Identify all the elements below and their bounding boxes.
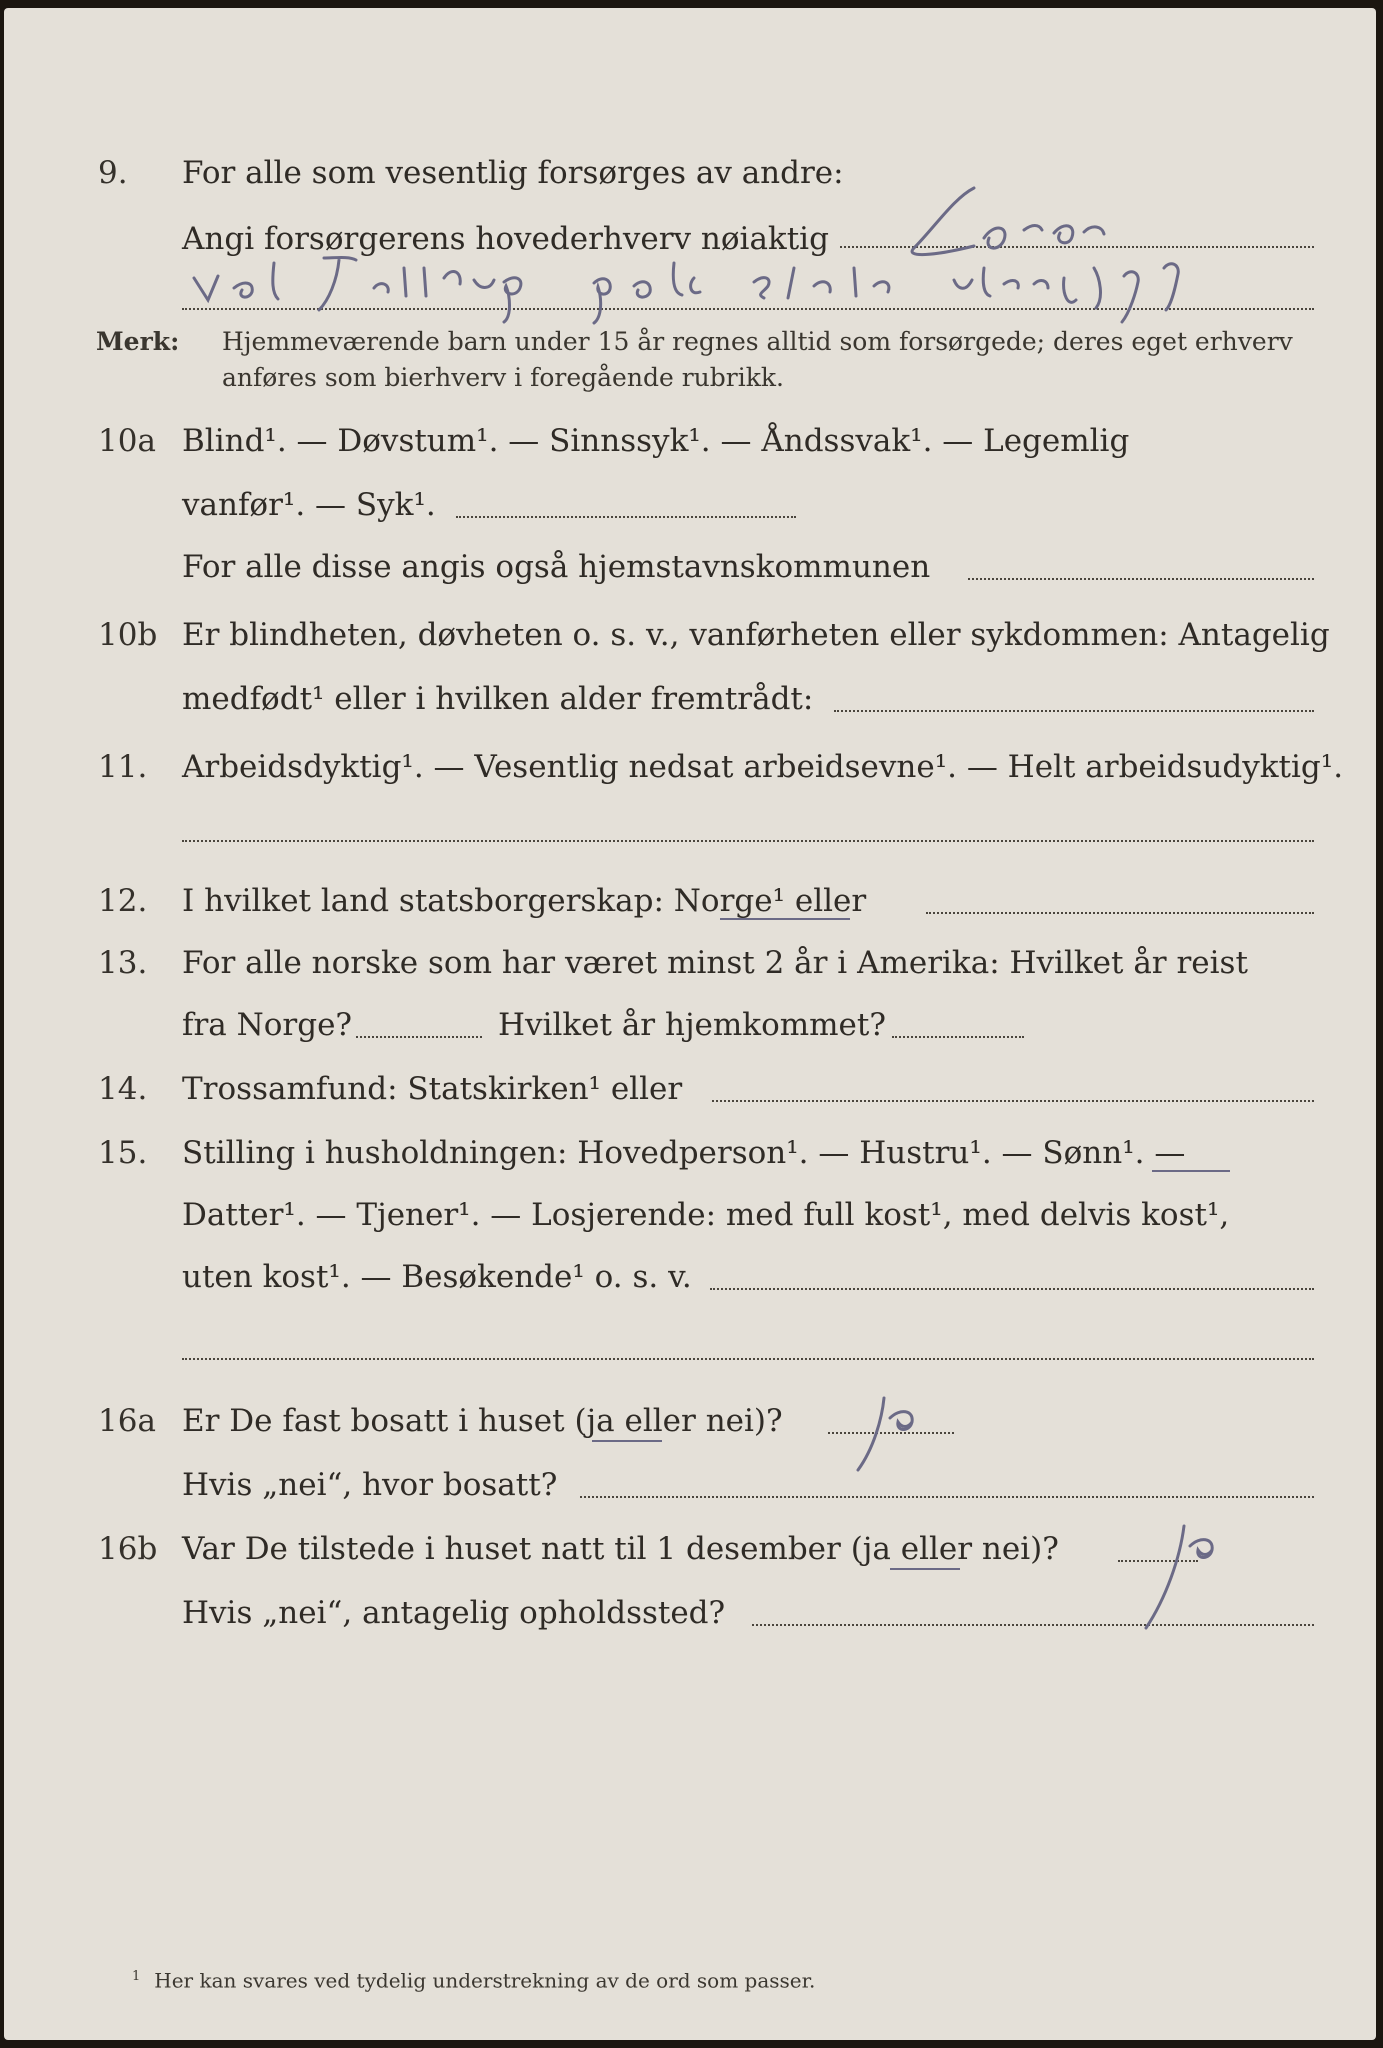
q11-line1: Arbeidsdyktig¹. — Vesentlig nedsat arbeidsevne¹. — Helt arbeidsudyktig¹. (182, 749, 1344, 785)
footnote (132, 1963, 815, 1995)
q10a-row2 (4, 482, 1376, 528)
q11-dotted-line[interactable] (182, 840, 1314, 842)
q10a-number: 10a (98, 423, 156, 459)
q15-row3 (4, 1254, 1376, 1300)
q12-norge-underline (720, 918, 850, 920)
q10a-line1: Blind¹. — Døvstum¹. — Sinnssyk¹. — Åndssvak¹. — Legemlig (182, 423, 1130, 459)
q15-number: 15. (98, 1135, 148, 1171)
footnote-text: Her kan svares ved tydelig understrekning av de ord som passer. (154, 1968, 816, 1993)
q13-row2 (4, 1002, 1376, 1048)
census-form-page (4, 8, 1376, 2040)
q16b-number: 16b (98, 1531, 158, 1567)
q15-dotted-line[interactable] (710, 1288, 1314, 1290)
q12-row (4, 878, 1376, 924)
q13-reist-dotted-line[interactable] (356, 1036, 482, 1038)
q15-line3: uten kost¹. — Besøkende¹ o. s. v. (182, 1259, 692, 1295)
q14-row (4, 1066, 1376, 1112)
q9-line2: Angi forsørgerens hovederhverv nøiaktig (182, 221, 829, 257)
q13-number: 13. (98, 945, 148, 981)
footnote-marker: 1 (132, 1969, 141, 1984)
q10b-dotted-line[interactable] (834, 710, 1314, 712)
q10a-syk-dotted-line[interactable] (456, 516, 796, 518)
q14-line1: Trossamfund: Statskirken¹ eller (182, 1071, 683, 1107)
q12-number: 12. (98, 883, 148, 919)
q10b-line1: Er blindheten, døvheten o. s. v., vanførheten eller sykdommen: Antagelig (182, 617, 1330, 653)
q10b-number: 10b (98, 617, 158, 653)
q9-line1: For alle som vesentlig forsørges av andre: (182, 155, 844, 191)
q16a-handwriting (844, 1388, 964, 1478)
q15-line1: Stilling i husholdningen: Hovedperson¹. — Hustru¹. — Sønn¹. — (182, 1135, 1186, 1171)
q10b-line2: medfødt¹ eller i hvilken alder fremtrådt: (182, 681, 814, 717)
q16a-row2 (4, 1462, 1376, 1508)
q16b-line1: Var De tilstede i huset natt til 1 desember (ja eller nei)? (182, 1531, 1059, 1567)
q10a-line2: vanfør¹. — Syk¹. (182, 487, 436, 523)
q15-line2: Datter¹. — Tjener¹. — Losjerende: med full kost¹, med delvis kost¹, (182, 1197, 1230, 1233)
q15-row2 (4, 1192, 1376, 1238)
q12-dotted-line[interactable] (926, 912, 1314, 914)
q10b-row2 (4, 676, 1376, 722)
q13-hjemkommet-dotted-line[interactable] (892, 1036, 1024, 1038)
q16b-handwriting (1134, 1518, 1254, 1638)
q12-line1: I hvilket land statsborgerskap: Norge¹ eller (182, 883, 867, 919)
q13-line1: For alle norske som har været minst 2 år i Amerika: Hvilket år reist (182, 945, 1248, 981)
q16a-ja-underline (592, 1440, 662, 1442)
q13-row (4, 940, 1376, 986)
q10a-hjemstavn-dotted-line[interactable] (968, 578, 1314, 580)
q16b-line2: Hvis „nei“, antagelig opholdssted? (182, 1595, 726, 1631)
q15-dotted-line-2[interactable] (182, 1358, 1314, 1360)
q16a-bosatt-dotted-line[interactable] (580, 1496, 1314, 1498)
q10a-row3 (4, 544, 1376, 590)
q16a-line2: Hvis „nei“, hvor bosatt? (182, 1467, 558, 1503)
q11-row (4, 744, 1376, 790)
q15-sonn-underline (1152, 1170, 1230, 1172)
q10a-row (4, 418, 1376, 464)
q16a-line1: Er De fast bosatt i huset (ja eller nei)? (182, 1403, 783, 1439)
q16a-row (4, 1398, 1376, 1444)
q11-number: 11. (98, 749, 148, 785)
q14-dotted-line[interactable] (712, 1100, 1314, 1102)
q13-line2a: fra Norge? (182, 1007, 353, 1043)
q13-line2b: Hvilket år hjemkommet? (498, 1007, 886, 1043)
q14-number: 14. (98, 1071, 148, 1107)
q9-handwriting (174, 168, 1364, 328)
q16b-ja-underline (890, 1568, 960, 1570)
merk-line1: Hjemmeværende barn under 15 år regnes alltid som forsørgede; deres eget erhverv (222, 327, 1293, 356)
merk-line2: anføres som bierhverv i foregående rubrikk. (222, 363, 784, 392)
q10b-row (4, 612, 1376, 658)
q16a-number: 16a (98, 1403, 156, 1439)
merk-label: Merk: (96, 327, 180, 356)
q10a-line3: For alle disse angis også hjemstavnskommunen (182, 549, 931, 585)
q9-number: 9. (98, 155, 128, 191)
